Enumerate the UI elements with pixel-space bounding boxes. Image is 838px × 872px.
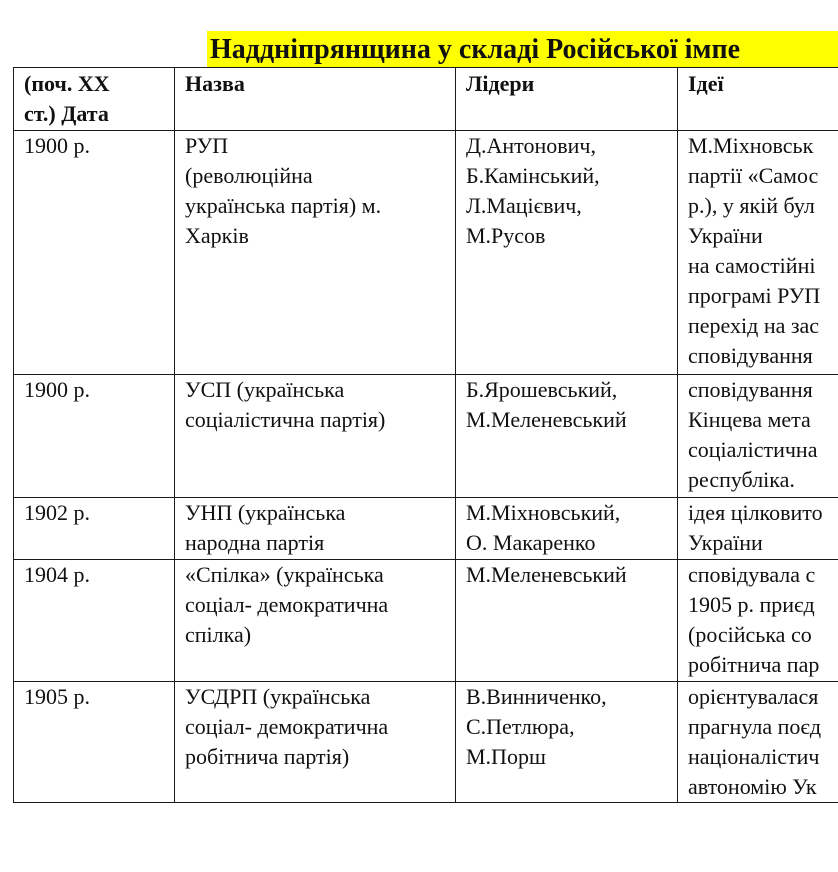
cell-text-line: соціал- демократична [185,714,389,739]
cell-text-line: М.Порш [466,744,546,769]
cell-text-line: соціалістична [688,437,818,462]
table-row [14,131,838,375]
cell-date [14,498,175,560]
cell-text-line: на самостійні [688,253,816,278]
cell-name [175,682,456,803]
cell-text-line: М.Меленевський [466,407,627,432]
cell-ideas [678,375,838,498]
cell-text-line: ідея цілковито [688,500,823,525]
table-header-row [14,68,838,131]
cell-date [14,560,175,682]
cell-text-line: робітнича партія) [185,744,350,769]
cell-text-line: народна партія [185,530,325,555]
cell-text-line: партії «Самос [688,163,819,188]
table-row [14,498,838,560]
cell-text-line: М.Міхновський, [466,500,621,525]
cell-text-line: М.Міхновськ [688,133,814,158]
cell-text-line: «Спілка» (українська [185,562,384,587]
cell-text-line: 1902 р. [24,500,90,525]
cell-text-line: М.Меленевський [466,562,627,587]
cell-text-line: сповідувала с [688,562,816,587]
cell-text-line: (революційна [185,163,313,188]
table-row [14,682,838,803]
cell-text-line: Б.Ярошевський, [466,377,618,402]
cell-text-line: республіка. [688,467,795,492]
cell-name [175,375,456,498]
cell-ideas [678,498,838,560]
cell-text-line: 1905 р. приєд [688,592,815,617]
header-ideas: Ідеї [678,68,838,131]
cell-name [175,131,456,375]
cell-ideas [678,682,838,803]
cell-text-line: перехід на зас [688,313,820,338]
cell-text-line: соціал- демократична [185,592,389,617]
cell-text-line: Б.Камінський, [466,163,600,188]
cell-text-line: сповідування [688,377,813,402]
cell-text-line: УСДРП (українська [185,684,371,709]
cell-leaders [456,560,678,682]
cell-text-line: Кінцева мета [688,407,811,432]
cell-date [14,682,175,803]
cell-text-line: Харків [185,223,249,248]
cell-text-line: В.Винниченко, [466,684,607,709]
cell-text-line: спілка) [185,622,252,647]
cell-text-line: М.Русов [466,223,546,248]
cell-leaders [456,375,678,498]
table-row [14,560,838,682]
cell-text-line: робітнича пар [688,652,820,677]
cell-text-line: 1900 р. [24,377,90,402]
cell-text-line: автономію Ук [688,774,817,799]
header-date: (поч. ХХ ст.) Дата [14,68,175,131]
cell-text-line: УСП (українська [185,377,345,402]
cell-text-line: програмі РУП [688,283,821,308]
header-name: Назва [175,68,456,131]
cell-text-line: (російська со [688,622,812,647]
cell-text-line: сповідування [688,343,813,368]
cell-ideas [678,131,838,375]
cell-name [175,560,456,682]
cell-text-line: РУП [185,133,229,158]
cell-text-line: України [688,530,763,555]
cell-text-line: 1900 р. [24,133,90,158]
cell-text-line: прагнула поєд [688,714,822,739]
cell-text-line: соціалістична партія) [185,407,386,432]
document-title: Наддніпрянщина у складі Російської імпе [207,31,838,68]
cell-date [14,375,175,498]
cell-text-line: України [688,223,763,248]
cell-leaders [456,131,678,375]
cell-ideas [678,560,838,682]
cell-text-line: УНП (українська [185,500,346,525]
cell-text-line: українська партія) м. [185,193,382,218]
cell-leaders [456,682,678,803]
cell-text-line: С.Петлюра, [466,714,575,739]
cell-text-line: 1904 р. [24,562,90,587]
parties-table [13,67,838,803]
cell-text-line: Д.Антонович, [466,133,596,158]
cell-date [14,131,175,375]
cell-text-line: О. Макаренко [466,530,596,555]
cell-text-line: р.), у якій бул [688,193,815,218]
cell-text-line: націоналістич [688,744,820,769]
cell-text-line: орієнтувалася [688,684,819,709]
cell-leaders [456,498,678,560]
cell-text-line: 1905 р. [24,684,90,709]
header-leaders: Лідери [456,68,678,131]
cell-text-line: Л.Мацієвич, [466,193,582,218]
table-row [14,375,838,498]
cell-name [175,498,456,560]
